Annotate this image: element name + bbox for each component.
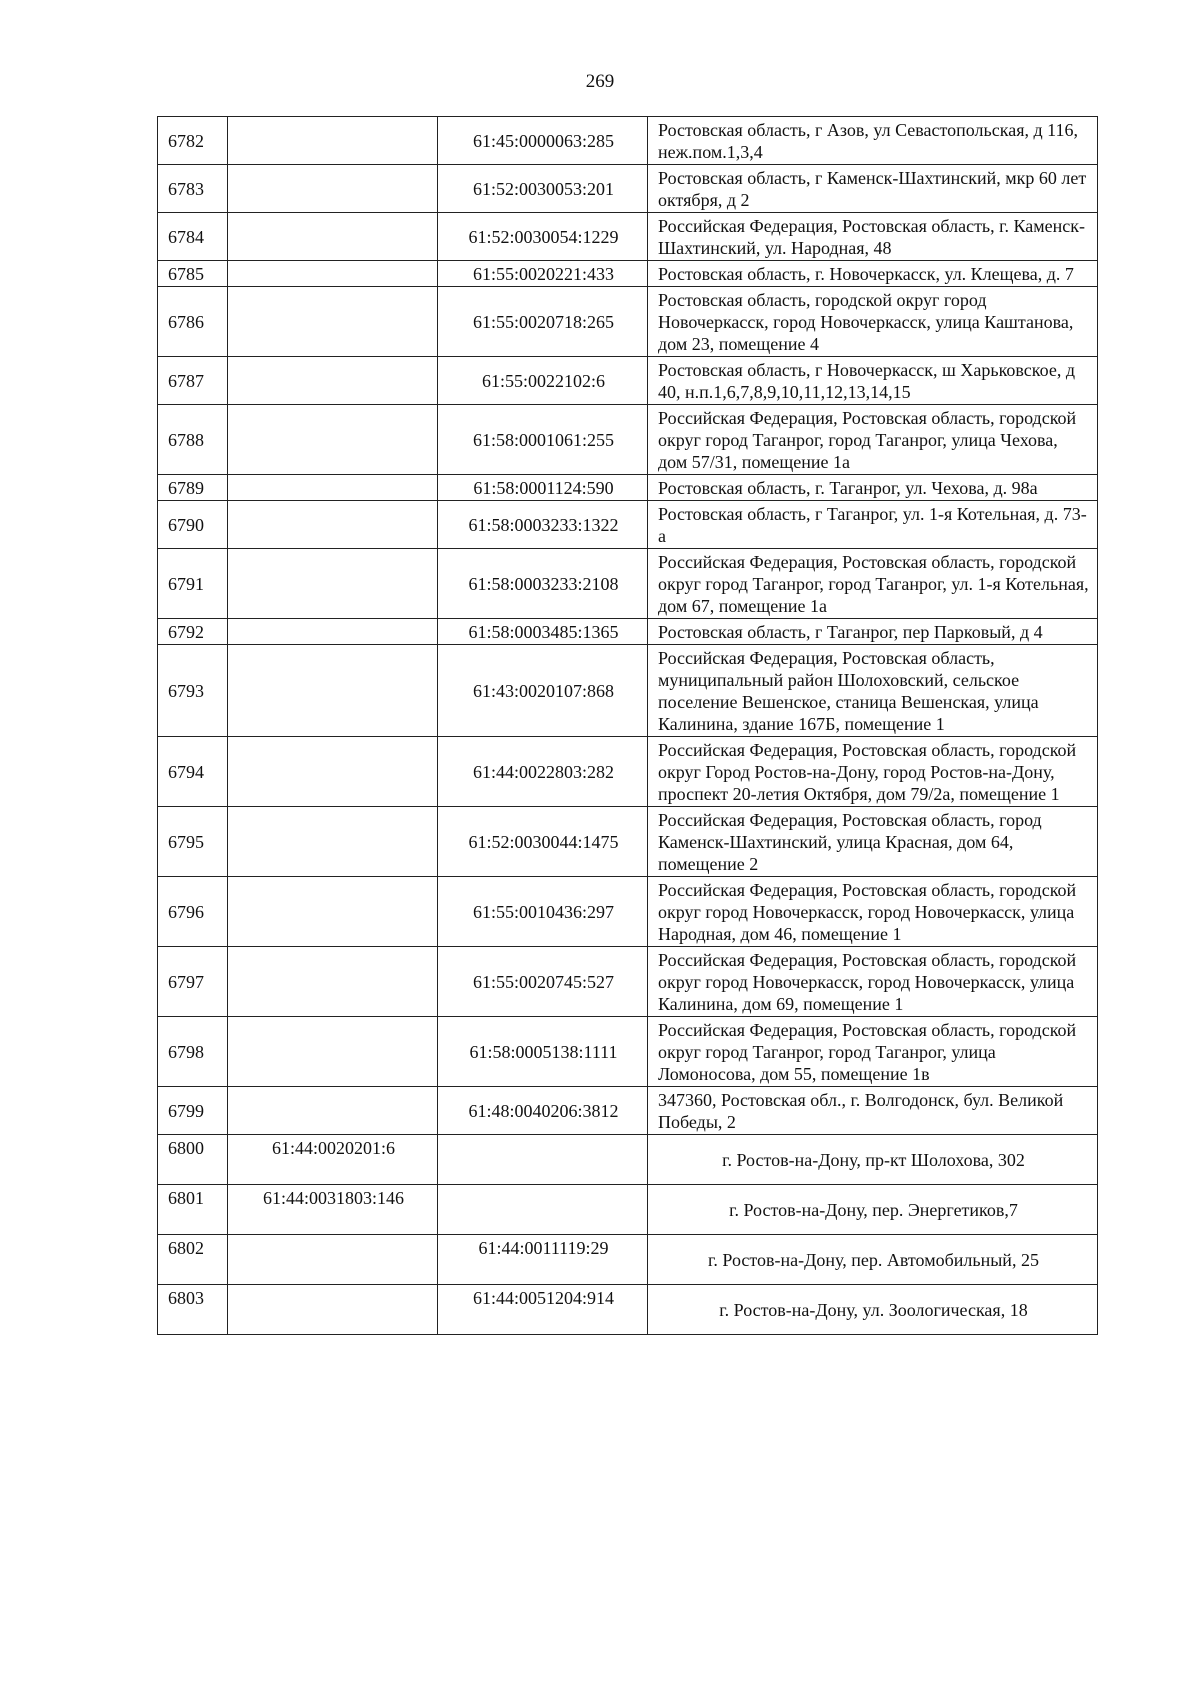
cadastral-number-premises: 61:58:0003233:2108 xyxy=(438,549,648,619)
table-row xyxy=(158,645,1098,737)
object-address: Российская Федерация, Ростовская область, городской округ город Таганрог, город Таганрог, улица Чехова, дом 57/31, помещение 1а xyxy=(648,405,1098,475)
cadastral-number-building xyxy=(228,165,438,213)
row-number: 6800 xyxy=(158,1135,228,1185)
object-address: Российская Федерация, Ростовская область, городской округ город Таганрог, город Таганрог, ул. 1-я Котельная, дом 67, помещение 1а xyxy=(648,549,1098,619)
cadastral-number-premises: 61:58:0003233:1322 xyxy=(438,501,648,549)
object-address: Российская Федерация, Ростовская область, городской округ город Новочеркасск, город Новочеркасск, улица Народная, дом 46, помещение 1 xyxy=(648,877,1098,947)
cadastral-number-premises: 61:44:0022803:282 xyxy=(438,737,648,807)
row-number: 6784 xyxy=(158,213,228,261)
object-address: г. Ростов-на-Дону, пр-кт Шолохова, 302 xyxy=(648,1135,1098,1185)
cadastral-number-premises xyxy=(438,1135,648,1185)
cadastral-number-premises: 61:45:0000063:285 xyxy=(438,117,648,165)
cadastral-number-building xyxy=(228,877,438,947)
row-number: 6793 xyxy=(158,645,228,737)
row-number: 6787 xyxy=(158,357,228,405)
row-number: 6788 xyxy=(158,405,228,475)
table-row xyxy=(158,501,1098,549)
object-address: г. Ростов-на-Дону, пер. Автомобильный, 25 xyxy=(648,1235,1098,1285)
object-address: Ростовская область, городской округ город Новочеркасск, город Новочеркасск, улица Каштанова, дом 23, помещение 4 xyxy=(648,287,1098,357)
table-row xyxy=(158,1235,1098,1285)
row-number: 6797 xyxy=(158,947,228,1017)
row-number: 6782 xyxy=(158,117,228,165)
cadastral-number-premises: 61:52:0030054:1229 xyxy=(438,213,648,261)
table-row xyxy=(158,619,1098,645)
row-number: 6799 xyxy=(158,1087,228,1135)
row-number: 6783 xyxy=(158,165,228,213)
cadastral-number-building xyxy=(228,1087,438,1135)
cadastral-number-premises: 61:58:0003485:1365 xyxy=(438,619,648,645)
cadastral-number-premises: 61:44:0051204:914 xyxy=(438,1285,648,1335)
object-address: Ростовская область, г Таганрог, ул. 1-я Котельная, д. 73-а xyxy=(648,501,1098,549)
cadastral-number-building xyxy=(228,619,438,645)
table-row xyxy=(158,475,1098,501)
object-address: Российская Федерация, Ростовская область, городской округ город Новочеркасск, город Новочеркасск, улица Калинина, дом 69, помещение 1 xyxy=(648,947,1098,1017)
table-row xyxy=(158,405,1098,475)
object-address: Ростовская область, г. Новочеркасск, ул. Клещева, д. 7 xyxy=(648,261,1098,287)
cadastral-number-building xyxy=(228,549,438,619)
object-address: Российская Федерация, Ростовская область, городской округ Город Ростов-на-Дону, город Ростов-на-Дону, проспект 20-летия Октября, дом 79/2а, помещение 1 xyxy=(648,737,1098,807)
cadastral-number-premises: 61:55:0020718:265 xyxy=(438,287,648,357)
table-row xyxy=(158,165,1098,213)
object-address: Ростовская область, г Каменск-Шахтинский, мкр 60 лет октября, д 2 xyxy=(648,165,1098,213)
registry-table xyxy=(157,116,1098,1335)
cadastral-number-building xyxy=(228,117,438,165)
table-row xyxy=(158,549,1098,619)
cadastral-number-premises: 61:58:0005138:1111 xyxy=(438,1017,648,1087)
object-address: 347360, Ростовская обл., г. Волгодонск, бул. Великой Победы, 2 xyxy=(648,1087,1098,1135)
row-number: 6803 xyxy=(158,1285,228,1335)
row-number: 6792 xyxy=(158,619,228,645)
table-row xyxy=(158,213,1098,261)
table-row xyxy=(158,1135,1098,1185)
cadastral-number-building xyxy=(228,213,438,261)
cadastral-number-building xyxy=(228,261,438,287)
table-row xyxy=(158,261,1098,287)
cadastral-number-building xyxy=(228,501,438,549)
cadastral-number-premises: 61:44:0011119:29 xyxy=(438,1235,648,1285)
cadastral-number-premises: 61:43:0020107:868 xyxy=(438,645,648,737)
table-row xyxy=(158,737,1098,807)
table-row xyxy=(158,947,1098,1017)
table-row xyxy=(158,807,1098,877)
cadastral-number-premises: 61:58:0001124:590 xyxy=(438,475,648,501)
cadastral-number-premises: 61:52:0030044:1475 xyxy=(438,807,648,877)
object-address: г. Ростов-на-Дону, пер. Энергетиков,7 xyxy=(648,1185,1098,1235)
cadastral-number-building xyxy=(228,357,438,405)
cadastral-number-premises: 61:55:0010436:297 xyxy=(438,877,648,947)
cadastral-number-premises: 61:55:0020745:527 xyxy=(438,947,648,1017)
row-number: 6786 xyxy=(158,287,228,357)
object-address: Ростовская область, г Таганрог, пер Парковый, д 4 xyxy=(648,619,1098,645)
cadastral-number-building xyxy=(228,807,438,877)
table-row xyxy=(158,1285,1098,1335)
cadastral-number-building xyxy=(228,1235,438,1285)
row-number: 6790 xyxy=(158,501,228,549)
cadastral-number-premises: 61:58:0001061:255 xyxy=(438,405,648,475)
registry-table-body xyxy=(158,117,1098,1335)
row-number: 6801 xyxy=(158,1185,228,1235)
row-number: 6791 xyxy=(158,549,228,619)
cadastral-number-building: 61:44:0031803:146 xyxy=(228,1185,438,1235)
table-row xyxy=(158,877,1098,947)
row-number: 6802 xyxy=(158,1235,228,1285)
cadastral-number-building xyxy=(228,475,438,501)
cadastral-number-premises: 61:52:0030053:201 xyxy=(438,165,648,213)
table-row xyxy=(158,287,1098,357)
row-number: 6789 xyxy=(158,475,228,501)
row-number: 6794 xyxy=(158,737,228,807)
object-address: Российская Федерация, Ростовская область, городской округ город Таганрог, город Таганрог, улица Ломоносова, дом 55, помещение 1в xyxy=(648,1017,1098,1087)
object-address: г. Ростов-на-Дону, ул. Зоологическая, 18 xyxy=(648,1285,1098,1335)
cadastral-number-premises: 61:48:0040206:3812 xyxy=(438,1087,648,1135)
cadastral-number-building xyxy=(228,947,438,1017)
object-address: Ростовская область, г. Таганрог, ул. Чехова, д. 98а xyxy=(648,475,1098,501)
object-address: Ростовская область, г Азов, ул Севастопольская, д 116, неж.пом.1,3,4 xyxy=(648,117,1098,165)
table-row xyxy=(158,1017,1098,1087)
cadastral-number-building xyxy=(228,1017,438,1087)
page-number: 269 xyxy=(585,71,615,92)
cadastral-number-building xyxy=(228,645,438,737)
cadastral-number-premises: 61:55:0020221:433 xyxy=(438,261,648,287)
object-address: Российская Федерация, Ростовская область, город Каменск-Шахтинский, улица Красная, дом 64, помещение 2 xyxy=(648,807,1098,877)
cadastral-number-building: 61:44:0020201:6 xyxy=(228,1135,438,1185)
cadastral-number-building xyxy=(228,405,438,475)
row-number: 6795 xyxy=(158,807,228,877)
table-row xyxy=(158,1087,1098,1135)
table-row xyxy=(158,1185,1098,1235)
cadastral-number-building xyxy=(228,1285,438,1335)
cadastral-number-building xyxy=(228,737,438,807)
row-number: 6798 xyxy=(158,1017,228,1087)
object-address: Ростовская область, г Новочеркасск, ш Харьковское, д 40, н.п.1,6,7,8,9,10,11,12,13,14,15 xyxy=(648,357,1098,405)
row-number: 6785 xyxy=(158,261,228,287)
row-number: 6796 xyxy=(158,877,228,947)
object-address: Российская Федерация, Ростовская область, г. Каменск-Шахтинский, ул. Народная, 48 xyxy=(648,213,1098,261)
object-address: Российская Федерация, Ростовская область, муниципальный район Шолоховский, сельское поселение Вешенское, станица Вешенская, улица Калинина, здание 167Б, помещение 1 xyxy=(648,645,1098,737)
cadastral-number-building xyxy=(228,287,438,357)
cadastral-number-premises: 61:55:0022102:6 xyxy=(438,357,648,405)
table-row xyxy=(158,357,1098,405)
cadastral-number-premises xyxy=(438,1185,648,1235)
table-row xyxy=(158,117,1098,165)
